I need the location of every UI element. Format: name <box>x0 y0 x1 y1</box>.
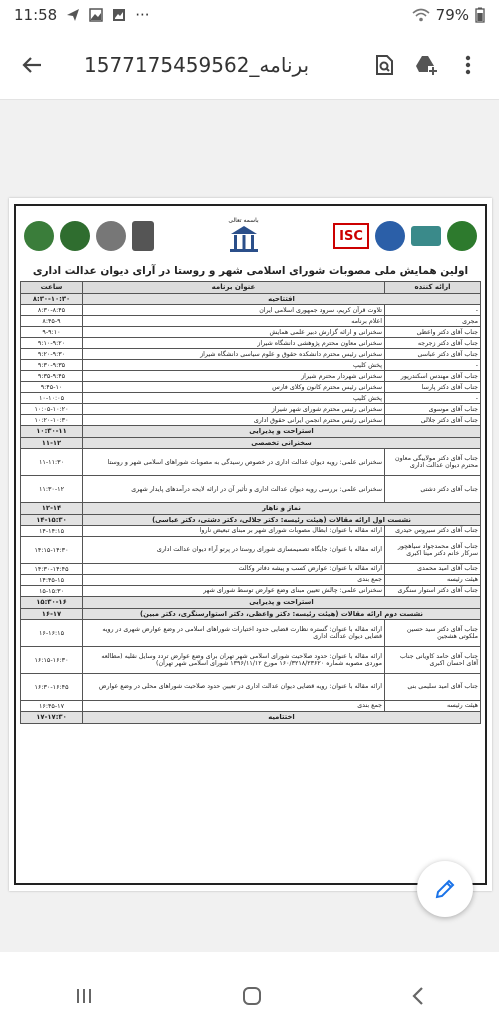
presenter-cell: جناب آقای دکتر پارسا <box>385 382 481 393</box>
table-row <box>21 586 481 597</box>
app-bar <box>0 30 499 100</box>
time-cell: ۱۴-۱۴:۱۵ <box>21 526 83 537</box>
topic-cell: ارائه مقاله با عنوان: ابطال مصوبات شورای شهر بر مبنای تبعیض ناروا <box>83 526 385 537</box>
presenter-cell: مجری <box>385 316 481 327</box>
section-title: نشست دوم ارائه مقالات (هیئت رئیسه: دکتر واعظی، دکتر استوارسنگری، دکتر مبین) <box>83 608 481 619</box>
section-time: ۱۲-۱۴ <box>21 503 83 514</box>
topic-cell: ارائه مقاله با عنوان: رویه قضایی دیوان عدالت اداری در تعیین حدود صلاحیت شوراهای محلی در وضع عوارض <box>83 674 385 701</box>
back-nav-button[interactable] <box>411 985 425 1011</box>
section-title: نشست اول ارائه مقالات (هیئت رئیسه: دکتر جلالی، دکتر دشتی، دکتر عباسی) <box>83 514 481 525</box>
topic-cell: سخنرانی رئیس محترم کانون وکلای فارس <box>83 382 385 393</box>
status-bar <box>0 0 499 30</box>
time-cell: ۸:۳۰-۸:۴۵ <box>21 305 83 316</box>
section-time: ۱۱-۱۲ <box>21 437 83 448</box>
building-emblem-icon <box>227 224 261 254</box>
topic-cell: سخنرانی علمی: چالش تعیین مبنای وضع عوارض توسط شورای شهر <box>83 586 385 597</box>
section-time: ۱۶-۱۷ <box>21 608 83 619</box>
table-row <box>21 360 481 371</box>
section-title: سخنرانی تخصصی <box>83 437 481 448</box>
back-button[interactable] <box>10 43 54 87</box>
table-row <box>21 371 481 382</box>
table-row <box>21 393 481 404</box>
section-row <box>21 426 481 437</box>
center-emblem <box>227 217 261 256</box>
time-cell: ۱۴:۳۰-۱۴:۴۵ <box>21 564 83 575</box>
topic-cell: سخنرانی شهردار محترم شیراز <box>83 371 385 382</box>
table-row <box>21 305 481 316</box>
table-row <box>21 647 481 674</box>
section-time: ۱۴-۱۵:۳۰ <box>21 514 83 525</box>
presenter-cell: جناب آقای دکتر استوار سنگری <box>385 586 481 597</box>
presenter-cell: جناب آقای دکتر زجرجه <box>385 338 481 349</box>
program-title: اولین همایش ملی مصوبات شورای اسلامی شهر و روستا در آرای دیوان عدالت اداری <box>32 265 469 277</box>
schedule-table <box>20 281 481 724</box>
section-title: استراحت و پذیرایی <box>83 597 481 608</box>
edit-button[interactable] <box>417 861 473 917</box>
presenter-cell: جناب آقای حامد کاویانی جناب آقای احسان اکبری <box>385 647 481 674</box>
table-row <box>21 338 481 349</box>
time-cell: ۱۱-۱۱:۳۰ <box>21 449 83 476</box>
table-row <box>21 404 481 415</box>
document-viewer[interactable] <box>0 100 499 952</box>
topic-cell: سخنرانی رئیس محترم انجمن ایرانی حقوق اداری <box>83 415 385 426</box>
topic-cell: سخنرانی و ارائه گزارش دبیر علمی همایش <box>83 327 385 338</box>
time-cell: ۹-۹:۱۰ <box>21 327 83 338</box>
topic-cell: جمع بندی <box>83 701 385 712</box>
logo-strip <box>20 209 481 263</box>
isc-logo: ISC <box>333 223 369 249</box>
page-frame <box>14 204 487 885</box>
section-title: افتتاحیه <box>83 294 481 305</box>
time-cell: ۱۰:۰۵-۱۰:۲۰ <box>21 404 83 415</box>
more-options-button[interactable] <box>447 43 489 87</box>
section-row <box>21 503 481 514</box>
time-cell: ۱۴:۱۵-۱۴:۳۰ <box>21 537 83 564</box>
topic-cell: سخنرانی علمی: رویه دیوان عدالت اداری در خصوص رسیدگی به مصوبات شوراهای اسلامی شهر و روستا <box>83 449 385 476</box>
presenter-cell: - <box>385 393 481 404</box>
header-time: ساعت <box>21 282 83 294</box>
presenter-cell: - <box>385 360 481 371</box>
topic-cell: سخنرانی رئیس محترم شورای شهر شیراز <box>83 404 385 415</box>
table-row <box>21 382 481 393</box>
time-cell: ۱۱:۳۰-۱۲ <box>21 476 83 503</box>
section-row <box>21 437 481 448</box>
time-cell: ۹:۴۵-۱۰ <box>21 382 83 393</box>
table-row <box>21 620 481 647</box>
home-icon <box>241 985 263 1007</box>
academic-logo <box>411 226 441 246</box>
recent-apps-button[interactable] <box>74 987 94 1009</box>
table-row <box>21 349 481 360</box>
document-page <box>9 198 492 891</box>
time-cell: ۸:۴۵-۹ <box>21 316 83 327</box>
section-time: ۱۷-۱۷:۳۰ <box>21 712 83 723</box>
topic-cell: سخنرانی رئیس محترم دانشکده حقوق و علوم سیاسی دانشگاه شیراز <box>83 349 385 360</box>
table-row <box>21 415 481 426</box>
topic-cell: پخش کلیپ <box>83 360 385 371</box>
table-header-row <box>21 282 481 294</box>
section-time: ۸:۳۰-۱۰:۳۰ <box>21 294 83 305</box>
sponsor-logo-3 <box>96 221 126 251</box>
table-row <box>21 701 481 712</box>
bismillah-text: باسمه تعالی <box>228 216 259 224</box>
search-in-file-button[interactable] <box>363 43 405 87</box>
presenter-cell: جناب آقای مهندس اسکندرپور <box>385 371 481 382</box>
time-cell: ۱۶:۱۵-۱۶:۳۰ <box>21 647 83 674</box>
justice-scale-logo <box>132 221 154 251</box>
image-icon <box>89 8 103 22</box>
section-row <box>21 597 481 608</box>
section-title: استراحت و پذیرایی <box>83 426 481 437</box>
presenter-cell: جناب آقای امید محمدی <box>385 564 481 575</box>
topic-cell: ارائه مقاله با عنوان: عوارض کسب و پیشه دفاتر وکالت <box>83 564 385 575</box>
presenter-cell: جناب آقای دکتر دشتی <box>385 476 481 503</box>
topic-cell: اعلام برنامه <box>83 316 385 327</box>
table-row <box>21 564 481 575</box>
presenter-cell: جناب آقای دکتر جلالی <box>385 415 481 426</box>
university-logo <box>375 221 405 251</box>
topic-cell: ارائه مقاله با عنوان: گستره نظارت قضایی حدود اختیارات شوراهای اسلامی در وضع عوارض شهری در رویه قضایی دیوان عدالت اداری <box>83 620 385 647</box>
table-row <box>21 537 481 564</box>
presenter-cell: هیئت رئیسه <box>385 701 481 712</box>
more-notifications: ··· <box>135 6 150 24</box>
send-icon <box>66 8 80 22</box>
recents-icon <box>74 987 94 1005</box>
time-cell: ۱۰-۱۰:۰۵ <box>21 393 83 404</box>
drive-add-icon <box>414 54 438 76</box>
time-cell: ۹:۲۰-۹:۳۰ <box>21 349 83 360</box>
section-title: اختتامیه <box>83 712 481 723</box>
presenter-cell: جناب آقای امید سلیمی بنی <box>385 674 481 701</box>
wifi-icon <box>412 8 430 22</box>
gallery-icon <box>112 8 126 22</box>
section-row <box>21 712 481 723</box>
section-time: ۱۵:۳۰-۱۶ <box>21 597 83 608</box>
section-time: ۱۰:۳۰-۱۱ <box>21 426 83 437</box>
section-row <box>21 294 481 305</box>
table-row <box>21 449 481 476</box>
time-cell: ۱۶-۱۶:۱۵ <box>21 620 83 647</box>
header-presenter: ارائه کننده <box>385 282 481 294</box>
presenter-cell: هیئت رئیسه <box>385 575 481 586</box>
find-in-page-icon <box>373 54 395 76</box>
battery-level: 79% <box>435 6 469 24</box>
shiraz-logo <box>447 221 477 251</box>
presenter-cell: - <box>385 305 481 316</box>
schedule-body <box>21 294 481 724</box>
more-vert-icon <box>465 55 471 75</box>
presenter-cell: جناب آقای دکتر مولاییگی معاون محترم دیوان عدالت اداری <box>385 449 481 476</box>
pencil-icon <box>434 878 456 900</box>
sponsor-logo-2 <box>60 221 90 251</box>
table-row <box>21 476 481 503</box>
topic-cell: جمع بندی <box>83 575 385 586</box>
time-cell: ۱۴:۴۵-۱۵ <box>21 575 83 586</box>
time-cell: ۹:۳۵-۹:۴۵ <box>21 371 83 382</box>
table-row <box>21 526 481 537</box>
topic-cell: ارائه مقاله با عنوان: جایگاه تصمیمسازی شورای روستا در پرتو آراء دیوان عدالت اداری <box>83 537 385 564</box>
section-row <box>21 514 481 525</box>
table-row <box>21 327 481 338</box>
topic-cell: سخنرانی معاون محترم پژوهشی دانشگاه شیراز <box>83 338 385 349</box>
header-topic: عنوان برنامه <box>83 282 385 294</box>
section-row <box>21 608 481 619</box>
presenter-cell: جناب آقای دکتر عباسی <box>385 349 481 360</box>
table-row <box>21 575 481 586</box>
section-title: نماز و ناهار <box>83 503 481 514</box>
time-cell: ۹:۳۰-۹:۳۵ <box>21 360 83 371</box>
table-row <box>21 316 481 327</box>
topic-cell: پخش کلیپ <box>83 393 385 404</box>
presenter-cell: جناب آقای دکتر سیروس حیدری <box>385 526 481 537</box>
clock: 11:58 <box>14 6 58 24</box>
table-row <box>21 674 481 701</box>
home-button[interactable] <box>241 985 263 1011</box>
presenter-cell: جناب آقای دکتر سید حسین ملکوتی هشجین <box>385 620 481 647</box>
chevron-left-icon <box>411 985 425 1007</box>
sponsor-logo-1 <box>24 221 54 251</box>
time-cell: ۱۶:۳۰-۱۶:۴۵ <box>21 674 83 701</box>
time-cell: ۹:۱۰-۹:۲۰ <box>21 338 83 349</box>
time-cell: ۱۰:۲۰-۱۰:۳۰ <box>21 415 83 426</box>
presenter-cell: جناب آقای دکتر واعظی <box>385 327 481 338</box>
add-to-drive-button[interactable] <box>405 43 447 87</box>
time-cell: ۱۵-۱۵:۳۰ <box>21 586 83 597</box>
presenter-cell: جناب آقای موسوی <box>385 404 481 415</box>
presenter-cell: جناب آقای محمدجواد سیاهچور سرکار خانم دکتر مینا اکبری <box>385 537 481 564</box>
topic-cell: تلاوت قرآن کریم، سرود جمهوری اسلامی ایران <box>83 305 385 316</box>
time-cell: ۱۶:۴۵-۱۷ <box>21 701 83 712</box>
arrow-back-icon <box>21 54 43 76</box>
file-title: 1577175459562_برنامه <box>84 52 310 77</box>
topic-cell: سخنرانی علمی: بررسی رویه دیوان عدالت اداری و تأثیر آن در ارائه لایحه درآمدهای پایدار شهری <box>83 476 385 503</box>
battery-icon <box>475 7 485 23</box>
topic-cell: ارائه مقاله با عنوان: حدود صلاحیت شورای اسلامی شهر تهران برای وضع عوارض تردد وسایل نقلیه (مطالعه موردی مصوبه شماره ۱۶۰/۳۲۱۸/۲۳۶۲۰ مورخ ۱۳۹۶/۱۱/۱۲ شورای اسلامی شهر تهران) <box>83 647 385 674</box>
system-navigation-bar <box>0 968 499 1028</box>
